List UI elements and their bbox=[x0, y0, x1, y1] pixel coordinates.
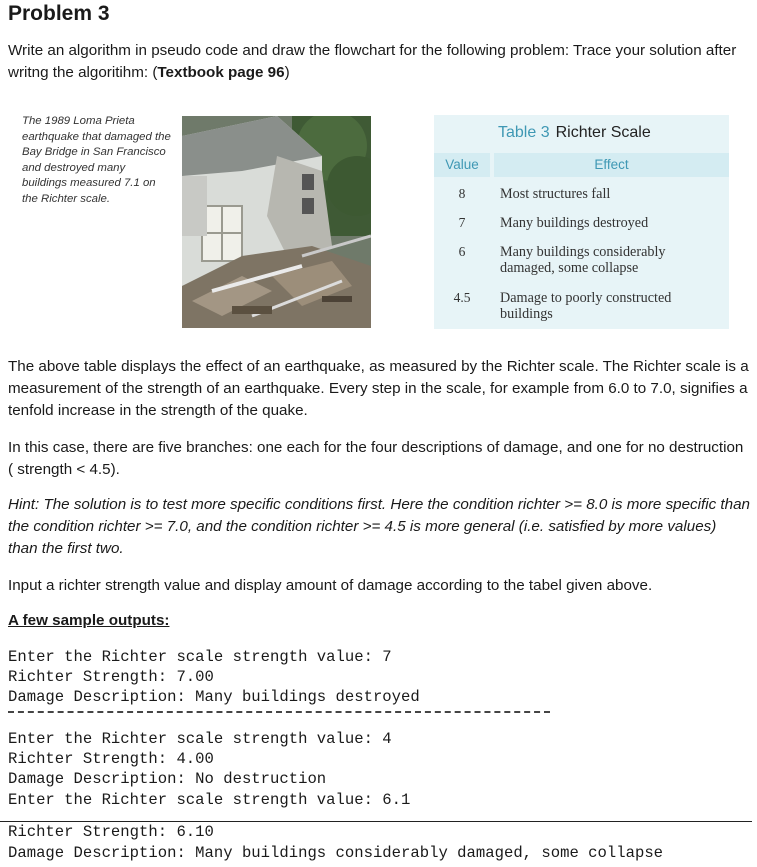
table-title: Richter Scale bbox=[555, 124, 651, 141]
row-value: 6 bbox=[458, 244, 466, 259]
intro-paragraph bbox=[8, 40, 750, 84]
branches-paragraph: In this case, there are five branches: one each for the four descriptions of damage, and one for no destruction ( strength < 4.5). bbox=[8, 439, 744, 478]
intro-text: Write an algorithm in pseudo code and draw the flowchart for the following problem: Trace your solution after writng the algoritihm: ( bbox=[8, 42, 737, 81]
row-effect: Damage to poorly constructed buildings bbox=[500, 290, 672, 322]
sample-output-line: Damage Description: No destruction bbox=[8, 770, 327, 788]
sample-output-line: Damage Description: Many buildings destroyed bbox=[8, 688, 420, 706]
column-header-effect: Effect bbox=[494, 153, 729, 177]
row-effect: Most structures fall bbox=[500, 186, 611, 202]
sample-output-line: Richter Strength: 7.00 bbox=[8, 668, 214, 686]
horizontal-rule bbox=[0, 821, 752, 822]
table-number: Table 3 bbox=[498, 124, 550, 141]
sample-output-line: Richter Strength: 4.00 bbox=[8, 750, 214, 768]
richter-table bbox=[434, 115, 729, 329]
samples-heading: A few sample outputs: bbox=[8, 612, 170, 629]
column-header-value: Value bbox=[434, 153, 490, 177]
sample-output-line: Enter the Richter scale strength value: 4 bbox=[8, 730, 392, 748]
dashed-separator bbox=[8, 711, 550, 713]
richter-explanation: The above table displays the effect of an earthquake, as measured by the Richter scale. The Richter scale is a measurement of the strength of an earthquake. Every step in the scale, for example from 6.0 to 7.0, signifies a tenfold increase in the strength of the quake. bbox=[8, 358, 749, 419]
sample-output-line: Damage Description: Many buildings considerably damaged, some collapse bbox=[8, 844, 664, 862]
hint-paragraph: Hint: The solution is to test more specific conditions first. Here the condition richter >= 8.0 is more specific than the condition richter >= 7.0, and the condition richter >= 4.5 is more general (i.e. satisfied by more values) than the first two. bbox=[8, 496, 750, 557]
task-instruction: Input a richter strength value and display amount of damage according to the tabel given above. bbox=[8, 577, 653, 594]
figure-caption: The 1989 Loma Prieta earthquake that damaged the Bay Bridge in San Francisco and destroyed many buildings measured 7.1 on the Richter scale. bbox=[22, 115, 171, 205]
row-value: 7 bbox=[458, 215, 466, 230]
sample-output-line: Richter Strength: 6.10 bbox=[8, 823, 214, 841]
row-effect: Many buildings considerably damaged, some collapse bbox=[500, 244, 666, 276]
collapsed-building-icon bbox=[182, 116, 371, 328]
row-value: 4.5 bbox=[453, 290, 471, 305]
sample-output-line: Enter the Richter scale strength value: 6.1 bbox=[8, 791, 411, 809]
sample-output-line: Enter the Richter scale strength value: 7 bbox=[8, 648, 392, 666]
intro-text-end: ) bbox=[284, 64, 290, 81]
table-label bbox=[434, 115, 729, 151]
page-title: Problem 3 bbox=[8, 2, 110, 25]
earthquake-photo bbox=[182, 116, 371, 328]
row-effect: Many buildings destroyed bbox=[500, 215, 649, 231]
row-value: 8 bbox=[458, 186, 466, 201]
textbook-reference: Textbook page 96 bbox=[157, 64, 285, 81]
